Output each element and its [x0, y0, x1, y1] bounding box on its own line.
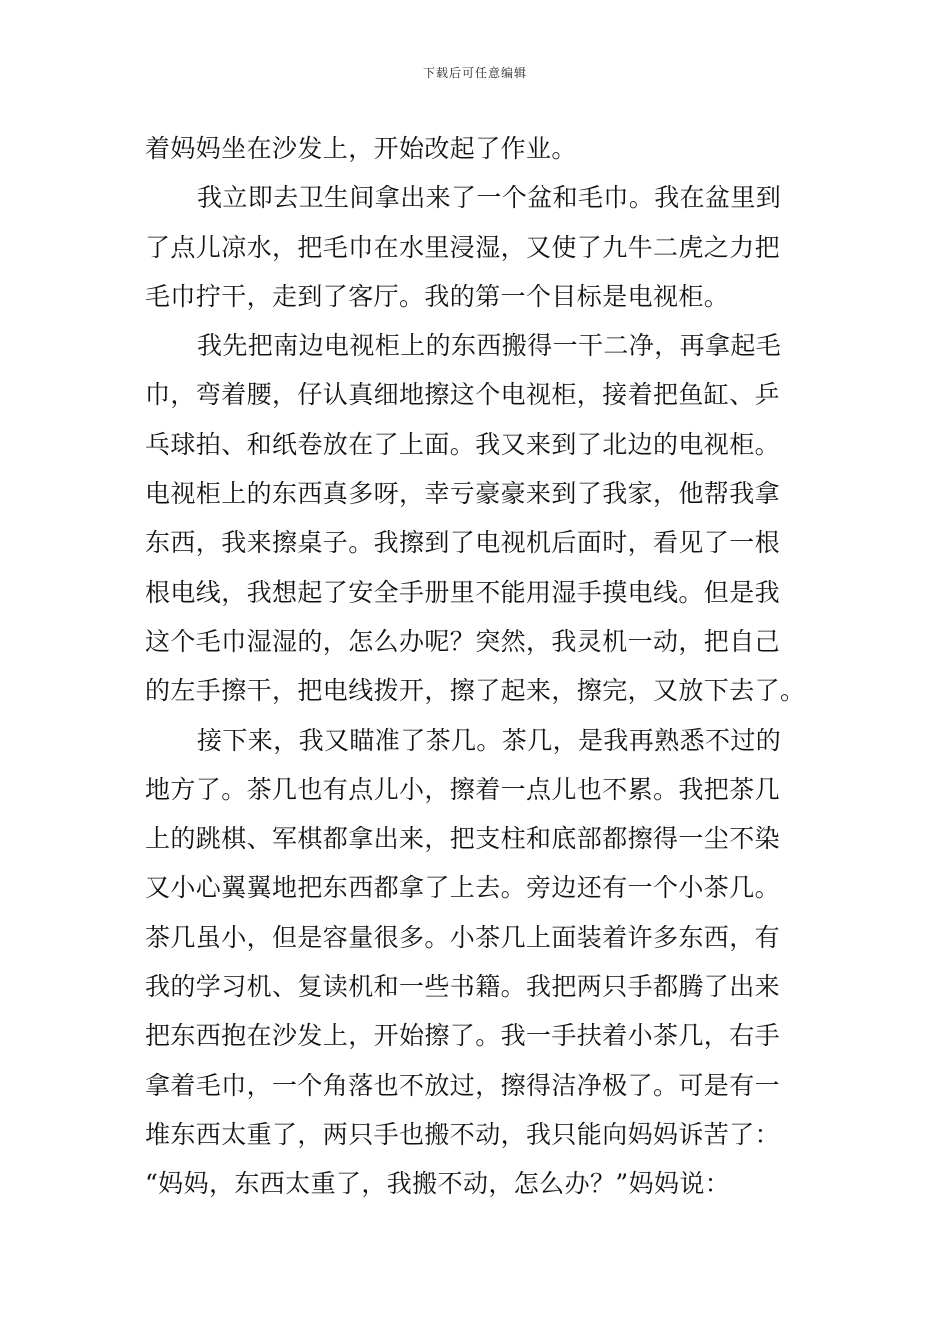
page-header: 下载后可任意编辑 [422, 66, 527, 80]
text-line: 的左手擦干，把电线拨开，擦了起来，擦完，又放下去了。 [145, 676, 806, 706]
text-line: 了点儿凉水，把毛巾在水里浸湿，又使了九牛二虎之力把 [145, 232, 781, 262]
text-line: 我的学习机、复读机和一些书籍。我把两只手都腾了出来 [145, 972, 781, 1002]
text-line: 巾，弯着腰，仔认真细地擦这个电视柜，接着把鱼缸、乒 [145, 380, 781, 410]
text-line: 我先把南边电视柜上的东西搬得一干二净，再拿起毛 [197, 331, 782, 361]
text-line: 堆东西太重了，两只手也搬不动，我只能向妈妈诉苦了： [145, 1119, 781, 1149]
body-text [145, 124, 807, 1209]
text-line: 茶几虽小，但是容量很多。小茶几上面装着许多东西，有 [145, 922, 781, 952]
text-line: 把东西抱在沙发上，开始擦了。我一手扶着小茶几，右手 [145, 1021, 781, 1051]
text-line: 电视柜上的东西真多呀，幸亏豪豪来到了我家，他帮我拿 [145, 479, 781, 509]
text-line: 拿着毛巾，一个角落也不放过，擦得洁净极了。可是有一 [145, 1070, 781, 1100]
text-line: 我立即去卫生间拿出来了一个盆和毛巾。我在盆里到 [197, 183, 782, 213]
text-line: “妈妈，东西太重了，我搬不动，怎么办？”妈妈说： [145, 1169, 731, 1199]
text-line: 地方了。茶几也有点儿小，擦着一点儿也不累。我把茶几 [145, 774, 781, 804]
text-line: 又小心翼翼地把东西都拿了上去。旁边还有一个小茶几。 [145, 873, 781, 903]
text-line: 这个毛巾湿湿的，怎么办呢？突然，我灵机一动，把自己 [145, 626, 781, 656]
text-line: 接下来，我又瞄准了茶几。茶几，是我再熟悉不过的 [197, 725, 782, 755]
text-line: 根电线，我想起了安全手册里不能用湿手摸电线。但是我 [145, 577, 781, 607]
text-line: 东西，我来擦桌子。我擦到了电视机后面时，看见了一根 [145, 528, 781, 558]
text-line: 上的跳棋、军棋都拿出来，把支柱和底部都擦得一尘不染 [145, 824, 781, 854]
text-line: 乓球拍、和纸卷放在了上面。我又来到了北边的电视柜。 [145, 429, 781, 459]
text-line: 毛巾拧干，走到了客厅。我的第一个目标是电视柜。 [145, 281, 730, 311]
text-line: 着妈妈坐在沙发上，开始改起了作业。 [145, 134, 577, 163]
